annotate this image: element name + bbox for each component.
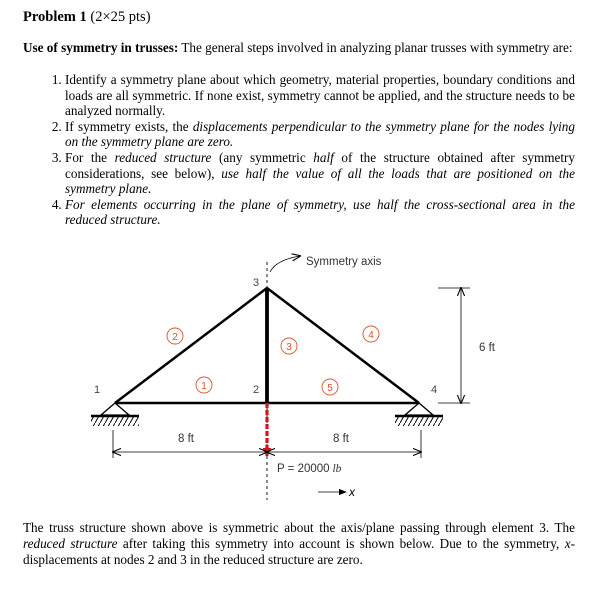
step-italic-text: half [313, 149, 334, 165]
element-label-3: 3 [286, 342, 292, 353]
step-item [65, 150, 575, 197]
intro-paragraph [23, 40, 575, 56]
step-text: For the [65, 149, 115, 165]
truss-figure [0, 240, 606, 512]
problem-points: (2×25 pts) [90, 9, 151, 25]
step-italic-text: reduced structure [114, 149, 212, 165]
intro-bold: Use of symmetry in trusses: [23, 40, 179, 55]
right-span-label: 8 ft [333, 433, 349, 445]
x-axis-label: x [349, 485, 355, 499]
intro-text: The general steps involved in analyzing planar trusses with symmetry are: [181, 40, 573, 55]
closing-italic: reduced structure [23, 536, 118, 551]
element-circles [167, 326, 379, 395]
load-unit: lb [329, 463, 342, 475]
element-2-member [115, 288, 267, 403]
step-text: If symmetry exists, the [65, 118, 193, 134]
element-label-1: 1 [201, 381, 207, 392]
step-italic-text: displacements perpendicular to the symmetry plane for the nodes lying on the symmetry plane are zero. [65, 118, 575, 150]
closing-line1: The truss structure shown above is symmetric about the axis/plane passing through element 3. The [23, 520, 575, 535]
pin-support-left-icon [91, 403, 139, 426]
load-label [277, 463, 342, 475]
node-label-3: 3 [252, 277, 260, 289]
step-italic-text: use half the value of all the loads that are positioned on the symmetry plane. [65, 165, 576, 197]
step-italic-text: For elements occurring in the plane of symmetry, use half the cross-sectional area in the reduced structure. [65, 196, 575, 228]
node-label-2: 2 [252, 384, 260, 396]
element-label-2: 2 [172, 332, 178, 343]
symmetry-axis-label: Symmetry axis [306, 256, 382, 268]
load-value: 20000 [297, 463, 330, 475]
closing-line2: after taking this symmetry into account is shown below. Due to the symmetry, [117, 536, 560, 551]
height-label: 6 ft [479, 342, 495, 354]
closing-line3: -displacements at nodes 2 and 3 in the reduced structure are zero. [23, 536, 575, 567]
step-item [65, 119, 575, 150]
step-text: of the structure obtained after symmetry considerations, see below), [65, 149, 575, 181]
load-prefix: P = [277, 463, 298, 475]
symmetry-pointer-arrow [270, 256, 300, 272]
node-label-1: 1 [93, 384, 101, 396]
left-span-label: 8 ft [178, 433, 194, 445]
step-item [65, 197, 575, 228]
step-text: (any symmetric [211, 149, 314, 165]
steps-list [23, 72, 575, 228]
closing-x: x [564, 536, 571, 551]
pin-support-right-icon [395, 403, 443, 426]
problem-title: Problem 1 [23, 9, 87, 25]
element-label-4: 4 [368, 330, 374, 341]
step-item [65, 72, 575, 119]
element-label-5: 5 [327, 383, 333, 394]
closing-paragraph [23, 520, 575, 568]
problem-heading [23, 9, 151, 26]
node-label-4: 4 [430, 384, 438, 396]
step-text: Identify a symmetry plane about which geometry, material properties, boundary conditions and loads are all symmetric. If none exist, symmetry cannot be applied, and the structure needs to be analyzed normally. [65, 72, 575, 119]
